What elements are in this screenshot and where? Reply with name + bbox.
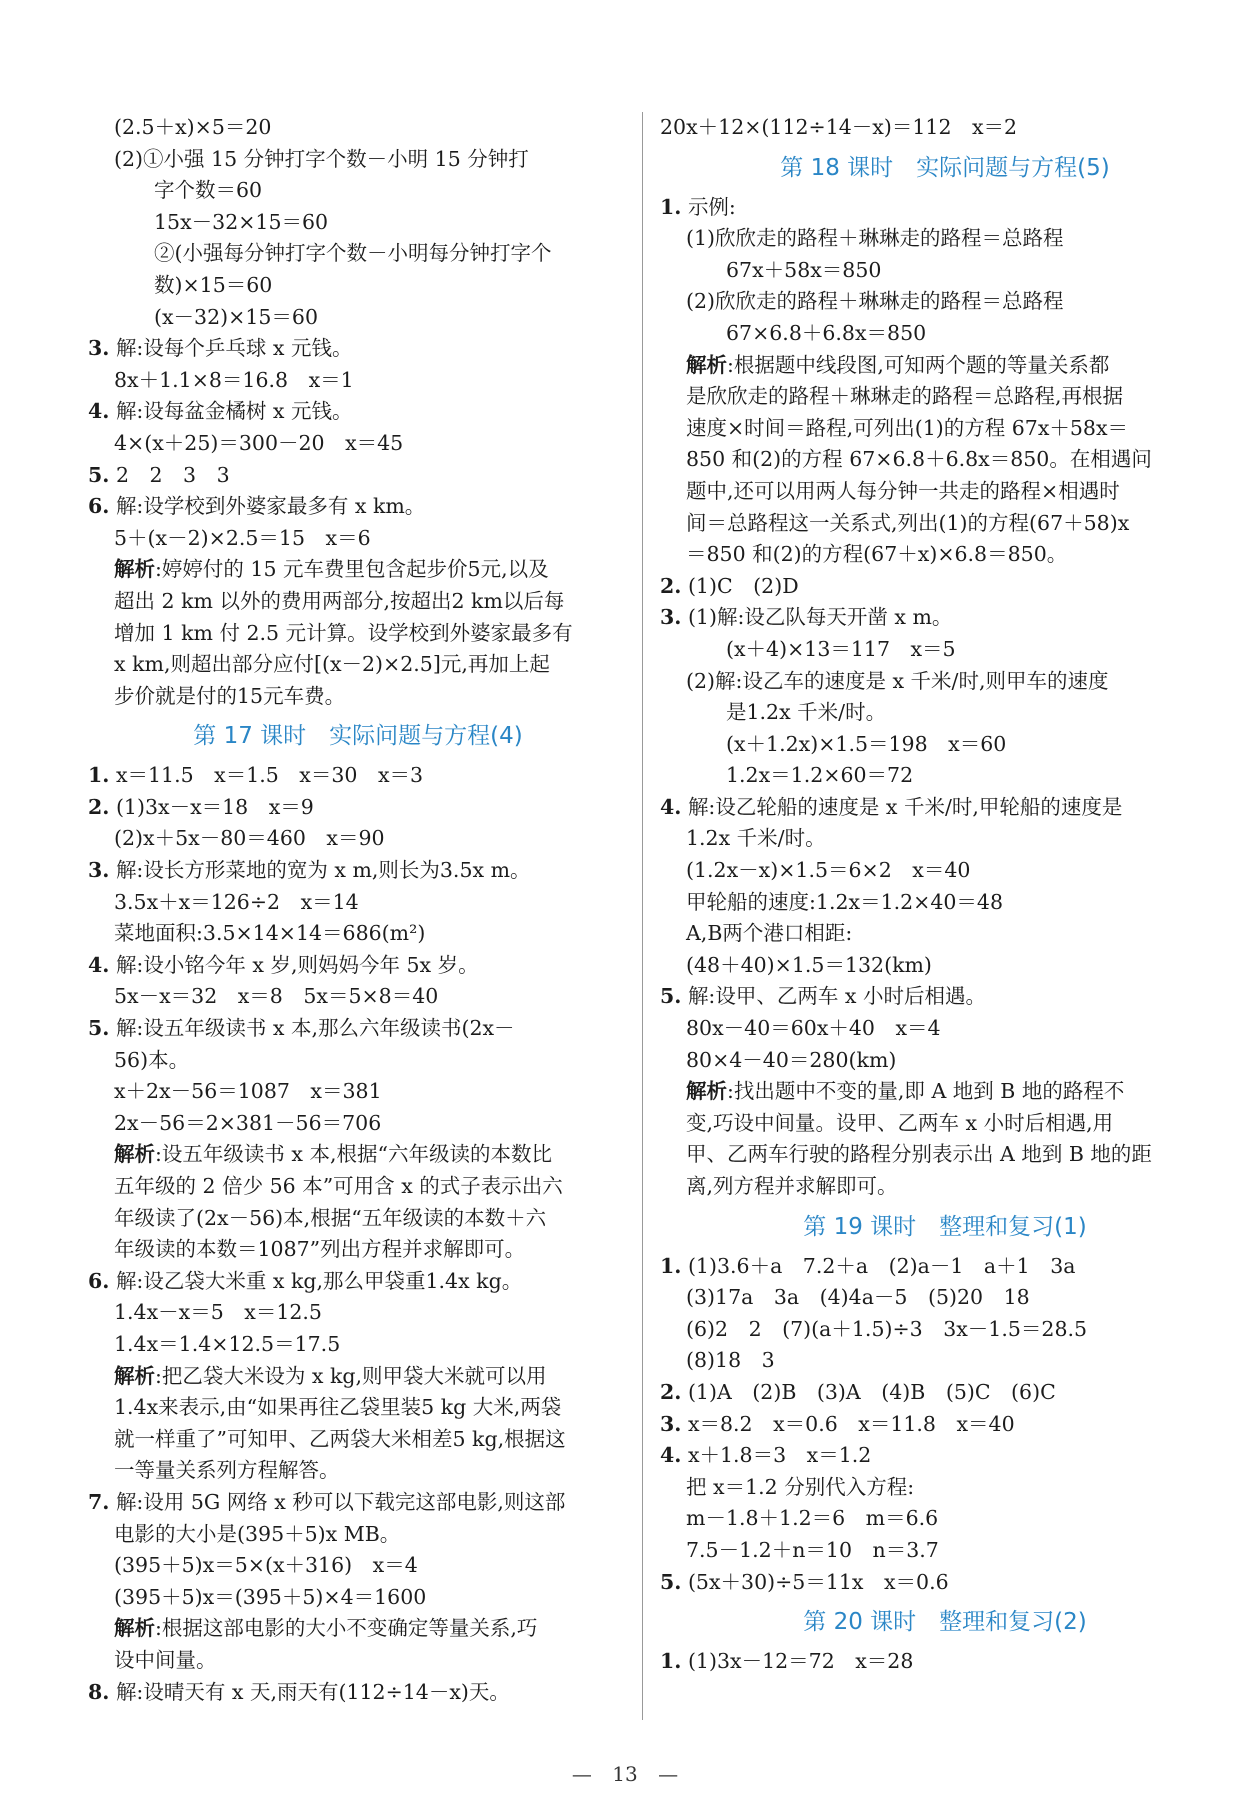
analysis-line — [88, 1613, 628, 1645]
column-divider — [642, 112, 643, 1720]
answer-line: 甲轮船的速度:1.2x＝1.2×40＝48 — [686, 889, 1004, 914]
answer-line: 8x＋1.1×8＝16.8 x＝1 — [114, 367, 354, 392]
question-number: 4. — [660, 1443, 682, 1468]
answer-line: 1.4x－x＝5 x＝12.5 — [114, 1300, 322, 1325]
question-line — [88, 1013, 628, 1045]
answer-line: 离,列方程并求解即可。 — [686, 1174, 898, 1198]
question-text: 解:设小铭今年 x 岁,则妈妈今年 5x 岁。 — [115, 952, 479, 977]
question-line — [88, 460, 628, 492]
answer-line: (2.5＋x)×5＝20 — [114, 115, 272, 139]
question-number: 7. — [88, 1489, 110, 1514]
answer-line: ＝850 和(2)的方程(67＋x)×6.8＝850。 — [686, 542, 1068, 567]
answer-line: (395＋5)x＝(395＋5)×4＝1600 — [114, 1584, 427, 1609]
question-number: 5. — [88, 1016, 110, 1041]
question-number: 5. — [88, 462, 110, 487]
answer-line: 就一样重了”可知甲、乙两袋大米相差5 kg,根据这 — [114, 1426, 566, 1451]
question-number: 3. — [660, 1411, 682, 1436]
question-number: 1. — [660, 194, 682, 219]
question-number: 1. — [88, 763, 110, 788]
analysis-tag: 解析 — [114, 1363, 155, 1388]
answer-line: (x－32)×15＝60 — [154, 304, 318, 329]
question-number: 2. — [88, 794, 110, 819]
question-text: x＝11.5 x＝1.5 x＝30 x＝3 — [115, 763, 424, 788]
question-text: 解:设每盆金橘树 x 元钱。 — [115, 399, 353, 424]
answer-line: 是欣欣走的路程＋琳琳走的路程＝总路程,再根据 — [686, 384, 1124, 409]
answer-line: (6)2 2 (7)(a＋1.5)÷3 3x－1.5＝28.5 — [686, 1316, 1088, 1341]
analysis-text: :婷婷付的 15 元车费里包含起步价5元,以及 — [155, 557, 549, 582]
question-number: 8. — [88, 1679, 110, 1704]
question-text: 解:设长方形菜地的宽为 x m,则长为3.5x m。 — [115, 858, 531, 883]
analysis-text: :根据这部电影的大小不变确定等量关系,巧 — [155, 1616, 538, 1641]
section-heading: 第 18 课时 实际问题与方程(5) — [780, 154, 1110, 181]
analysis-tag: 解析 — [114, 557, 155, 582]
question-number: 4. — [88, 399, 110, 424]
question-line — [660, 792, 1230, 824]
analysis-line — [88, 1139, 628, 1171]
answer-line: (2)欣欣走的路程＋琳琳走的路程＝总路程 — [686, 289, 1064, 314]
answer-line: 2x－56＝2×381－56＝706 — [114, 1110, 382, 1135]
answer-line: 电影的大小是(395＋5)x MB。 — [114, 1521, 401, 1546]
answer-line: 3.5x＋x＝126÷2 x＝14 — [114, 889, 359, 914]
question-number: 1. — [660, 1253, 682, 1278]
analysis-line — [660, 1076, 1230, 1108]
answer-line: (395＋5)x＝5×(x＋316) x＝4 — [114, 1553, 418, 1578]
question-line — [660, 1567, 1230, 1599]
question-number: 1. — [660, 1649, 682, 1674]
analysis-text: :根据题中线段图,可知两个题的等量关系都 — [727, 352, 1110, 377]
section-heading: 第 17 课时 实际问题与方程(4) — [193, 723, 523, 750]
right-column — [660, 112, 1230, 1678]
answer-line: A,B两个港口相距: — [686, 921, 853, 946]
question-line — [660, 1377, 1230, 1409]
analysis-tag: 解析 — [114, 1142, 155, 1167]
question-number: 2. — [660, 1379, 682, 1404]
answer-line: 850 和(2)的方程 67×6.8＋6.8x＝850。在相遇问 — [686, 447, 1152, 472]
question-line — [88, 855, 628, 887]
analysis-text: :设五年级读书 x 本,根据“六年级读的本数比 — [155, 1142, 552, 1167]
question-line — [660, 602, 1230, 634]
answer-line: 4×(x＋25)＝300－20 x＝45 — [114, 430, 404, 455]
question-text: (1)3x－12＝72 x＝28 — [687, 1649, 914, 1674]
question-line — [660, 1440, 1230, 1472]
analysis-line — [88, 554, 628, 586]
question-number: 4. — [660, 794, 682, 819]
answer-line: (2)①小强 15 分钟打字个数－小明 15 分钟打 — [114, 146, 529, 171]
question-number: 3. — [88, 336, 110, 361]
question-text: x＝8.2 x＝0.6 x＝11.8 x＝40 — [687, 1411, 1015, 1436]
question-line — [660, 981, 1230, 1013]
analysis-line — [88, 1361, 628, 1393]
answer-line: 年级读的本数＝1087”列出方程并求解即可。 — [114, 1237, 526, 1262]
section-heading: 第 20 课时 整理和复习(2) — [803, 1609, 1087, 1636]
answer-line: 5＋(x－2)×2.5＝15 x＝6 — [114, 525, 371, 550]
answer-line: 一等量关系列方程解答。 — [114, 1458, 340, 1483]
answer-line: 五年级的 2 倍少 56 本”可用含 x 的式子表示出六 — [114, 1174, 563, 1198]
answer-line: 步价就是付的15元车费。 — [114, 683, 346, 708]
question-number: 3. — [660, 605, 682, 630]
question-number: 6. — [88, 1268, 110, 1293]
question-text: (1)解:设乙队每天开凿 x m。 — [687, 605, 953, 630]
page-number: 13 — [612, 1762, 638, 1786]
analysis-line — [660, 350, 1230, 382]
question-line — [88, 491, 628, 523]
footer-dash-left: — — [571, 1762, 592, 1786]
question-text: (1)A (2)B (3)A (4)B (5)C (6)C — [687, 1379, 1056, 1404]
answer-line: 80x－40＝60x＋40 x＝4 — [686, 1016, 941, 1041]
answer-line: 1.2x＝1.2×60＝72 — [726, 763, 914, 788]
answer-line: 7.5－1.2＋n＝10 n＝3.7 — [686, 1537, 939, 1562]
footer-dash-right: — — [658, 1762, 679, 1786]
answer-line: 1.4x＝1.4×12.5＝17.5 — [114, 1331, 341, 1356]
question-line — [660, 571, 1230, 603]
answer-line: (8)18 3 — [686, 1348, 775, 1373]
question-text: (1)3.6＋a 7.2＋a (2)a－1 a＋1 3a — [687, 1253, 1076, 1278]
answer-line: 变,巧设中间量。设甲、乙两车 x 小时后相遇,用 — [686, 1110, 1114, 1135]
answer-line: 1.4x来表示,由“如果再往乙袋里装5 kg 大米,两袋 — [114, 1395, 562, 1420]
question-number: 6. — [88, 494, 110, 519]
question-line — [660, 192, 1230, 224]
answer-line: 15x－32×15＝60 — [154, 209, 329, 234]
answer-line: m－1.8＋1.2＝6 m＝6.6 — [686, 1506, 939, 1531]
question-text: 解:设五年级读书 x 本,那么六年级读书(2x－ — [115, 1016, 515, 1041]
answer-line: 题中,还可以用两人每分钟一共走的路程×相遇时 — [686, 478, 1120, 503]
answer-line: 字个数＝60 — [154, 178, 263, 203]
question-line — [88, 1677, 628, 1709]
answer-line: 20x＋12×(112÷14－x)＝112 x＝2 — [660, 115, 1018, 139]
answer-line: (1)欣欣走的路程＋琳琳走的路程＝总路程 — [686, 226, 1064, 251]
question-line — [88, 950, 628, 982]
question-text: x＋1.8＝3 x＝1.2 — [687, 1443, 872, 1468]
page-footer — [0, 1762, 1250, 1786]
analysis-text: :找出题中不变的量,即 A 地到 B 地的路程不 — [727, 1079, 1125, 1104]
answer-line: 间＝总路程这一关系式,列出(1)的方程(67＋58)x — [686, 510, 1130, 535]
answer-line: 67x＋58x＝850 — [726, 257, 882, 282]
question-number: 5. — [660, 1569, 682, 1594]
answer-line: (x＋1.2x)×1.5＝198 x＝60 — [726, 731, 1007, 756]
question-text: (1)C (2)D — [687, 573, 799, 598]
answer-line: (2)x＋5x－80＝460 x＝90 — [114, 826, 385, 851]
question-line — [660, 1646, 1230, 1678]
answer-line: 67×6.8＋6.8x＝850 — [726, 320, 927, 345]
answer-line: 增加 1 km 付 2.5 元计算。设学校到外婆家最多有 — [114, 620, 573, 645]
question-text: 2 2 3 3 — [115, 462, 230, 487]
answer-line: (3)17a 3a (4)4a－5 (5)20 18 — [686, 1285, 1030, 1310]
question-text: (1)3x－x＝18 x＝9 — [115, 794, 314, 819]
question-number: 2. — [660, 573, 682, 598]
analysis-tag: 解析 — [686, 352, 727, 377]
answer-line: 数)×15＝60 — [154, 272, 273, 297]
question-line — [88, 396, 628, 428]
question-line — [660, 1409, 1230, 1441]
answer-line: x＋2x－56＝1087 x＝381 — [114, 1079, 382, 1104]
question-number: 5. — [660, 984, 682, 1009]
question-line — [660, 1251, 1230, 1283]
question-text: 解:设乙袋大米重 x kg,那么甲袋重1.4x kg。 — [115, 1268, 523, 1293]
question-line — [88, 1266, 628, 1298]
left-column — [88, 112, 628, 1708]
answer-line: 超出 2 km 以外的费用两部分,按超出2 km以后每 — [114, 588, 565, 613]
question-text: 解:设晴天有 x 天,雨天有(112÷14－x)天。 — [115, 1679, 510, 1704]
analysis-text: :把乙袋大米设为 x kg,则甲袋大米就可以用 — [155, 1363, 547, 1388]
analysis-tag: 解析 — [686, 1079, 727, 1104]
section-heading: 第 19 课时 整理和复习(1) — [803, 1213, 1087, 1240]
answer-line: 速度×时间＝路程,可列出(1)的方程 67x＋58x＝ — [686, 415, 1129, 440]
answer-line: ②(小强每分钟打字个数－小明每分钟打字个 — [154, 241, 552, 266]
answer-line: 年级读了(2x－56)本,根据“五年级读的本数＋六 — [114, 1205, 547, 1230]
question-line — [88, 760, 628, 792]
question-text: 解:设学校到外婆家最多有 x km。 — [115, 494, 426, 519]
question-text: 解:设甲、乙两车 x 小时后相遇。 — [687, 984, 986, 1009]
answer-line: 把 x＝1.2 分别代入方程: — [686, 1474, 915, 1499]
answer-line: 甲、乙两车行驶的路程分别表示出 A 地到 B 地的距 — [686, 1142, 1152, 1167]
answer-line: 5x－x＝32 x＝8 5x＝5×8＝40 — [114, 984, 439, 1009]
question-text: (5x＋30)÷5＝11x x＝0.6 — [687, 1569, 949, 1594]
question-number: 4. — [88, 952, 110, 977]
answer-line: (48＋40)×1.5＝132(km) — [686, 952, 932, 977]
answer-line: 80×4－40＝280(km) — [686, 1047, 897, 1072]
answer-line: 是1.2x 千米/时。 — [726, 700, 887, 725]
answer-line: (2)解:设乙车的速度是 x 千米/时,则甲车的速度 — [686, 668, 1109, 693]
question-text: 解:设乙轮船的速度是 x 千米/时,甲轮船的速度是 — [687, 794, 1123, 819]
analysis-tag: 解析 — [114, 1616, 155, 1641]
answer-line: 设中间量。 — [114, 1647, 217, 1672]
question-text: 示例: — [687, 194, 736, 219]
question-line — [88, 792, 628, 824]
question-text: 解:设用 5G 网络 x 秒可以下载完这部电影,则这部 — [115, 1489, 566, 1514]
question-line — [88, 1487, 628, 1519]
answer-line: 菜地面积:3.5×14×14＝686(m²) — [114, 921, 426, 946]
answer-line: x km,则超出部分应付[(x－2)×2.5]元,再加上起 — [114, 652, 550, 677]
question-line — [88, 333, 628, 365]
question-text: 解:设每个乒乓球 x 元钱。 — [115, 336, 353, 361]
answer-line: (x＋4)×13＝117 x＝5 — [726, 636, 956, 661]
answer-line: (1.2x－x)×1.5＝6×2 x＝40 — [686, 858, 971, 883]
answer-line: 56)本。 — [114, 1047, 190, 1072]
answer-line: 1.2x 千米/时。 — [686, 826, 826, 851]
question-number: 3. — [88, 858, 110, 883]
